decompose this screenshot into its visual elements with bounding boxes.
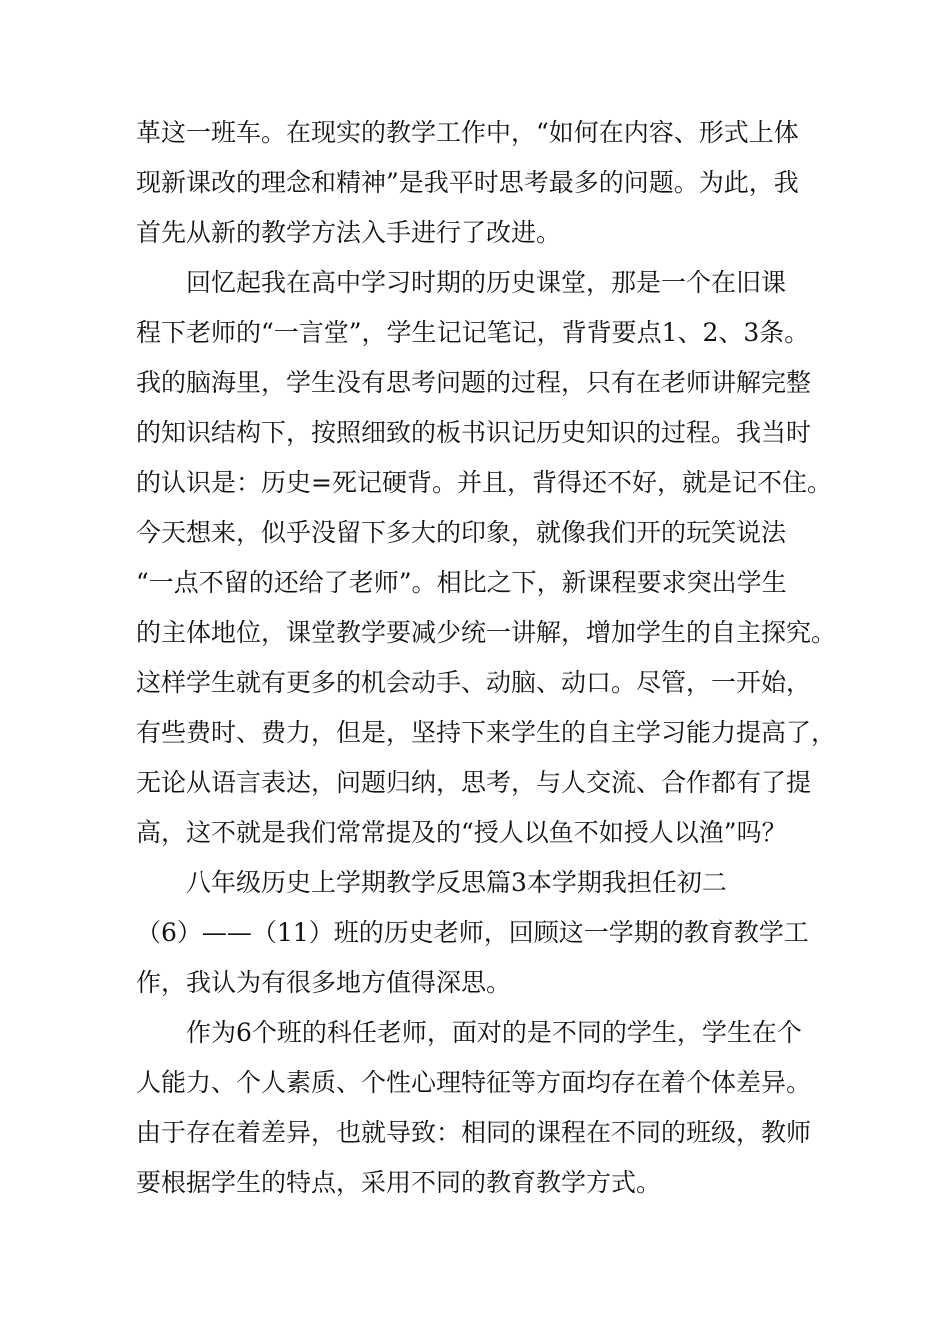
text-line: （6）——（11）班的历史老师，回顾这一学期的教育教学工 — [136, 918, 809, 947]
text-line: 无论从语言表达，问题归纳，思考，与人交流、合作都有了提 — [136, 768, 812, 797]
text-line: 今天想来，似乎没留下多大的印象，就像我们开的玩笑说法 — [136, 518, 787, 547]
text-line: 首先从新的教学方法入手进行了改进。 — [136, 218, 562, 247]
text-line: 有些费时、费力，但是，坚持下来学生的自主学习能力提高了， — [136, 718, 837, 747]
text-line: 由于存在着差异，也就导致：相同的课程在不同的班级，教师 — [136, 1118, 812, 1147]
text-line: 高，这不就是我们常常提及的“授人以鱼不如授人以渔”吗？ — [136, 818, 787, 847]
text-line: 的主体地位，课堂教学要减少统一讲解，增加学生的自主探究。 — [136, 618, 837, 647]
text-line: 我的脑海里，学生没有思考问题的过程，只有在老师讲解完整 — [136, 368, 812, 397]
text-line: 程下老师的“一言堂”，学生记记笔记，背背要点1、2、3条。 — [136, 318, 810, 347]
text-line: 革这一班车。在现实的教学工作中，“如何在内容、形式上体 — [136, 118, 799, 147]
text-line: 的知识结构下，按照细致的板书识记历史知识的过程。我当时 — [136, 418, 812, 447]
text-line: 现新课改的理念和精神”是我平时思考最多的问题。为此，我 — [136, 168, 799, 197]
text-line: 作为6个班的科任老师，面对的是不同的学生，学生在个 — [186, 1018, 802, 1047]
text-line: 回忆起我在高中学习时期的历史课堂，那是一个在旧课 — [186, 268, 787, 297]
text-line: 作，我认为有很多地方值得深思。 — [136, 968, 512, 997]
text-line: 的认识是：历史=死记硬背。并且，背得还不好，就是记不住。 — [136, 468, 832, 497]
text-line: 八年级历史上学期教学反思篇3本学期我担任初二 — [186, 868, 727, 897]
text-line: 这样学生就有更多的机会动手、动脑、动口。尽管，一开始， — [136, 668, 812, 697]
text-line: 人能力、个人素质、个性心理特征等方面均存在着个体差异。 — [136, 1068, 812, 1097]
text-line: 要根据学生的特点，采用不同的教育教学方式。 — [136, 1168, 662, 1197]
text-line: “一点不留的还给了老师”。相比之下，新课程要求突出学生 — [136, 568, 787, 597]
